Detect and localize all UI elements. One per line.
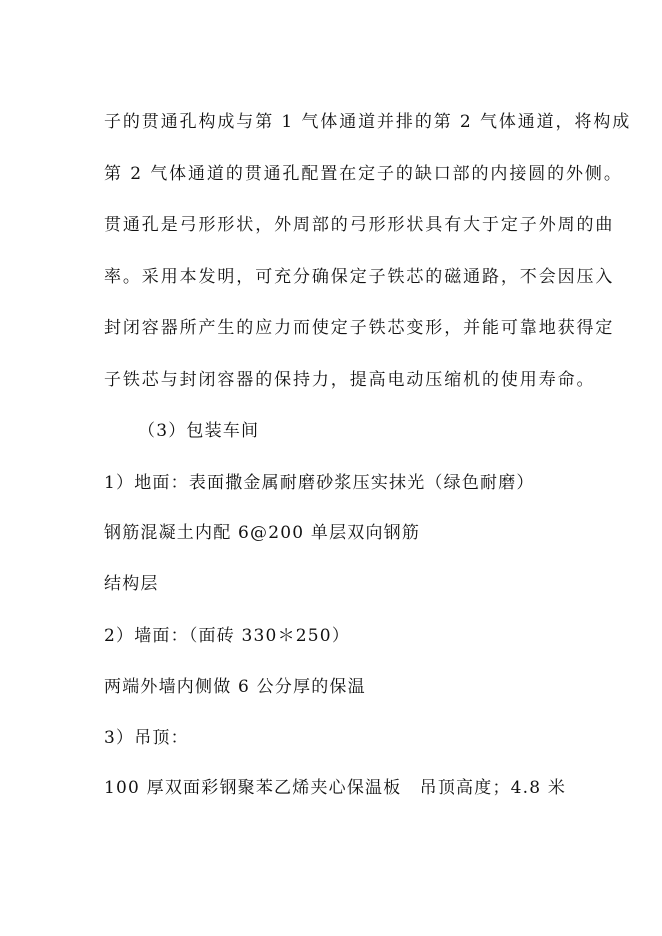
list-item: 100 厚双面彩钢聚苯乙烯夹心保温板 吊顶高度；4.8 米 — [104, 778, 567, 798]
list-item: 1）地面：表面撒金属耐磨砂浆压实抹光（绿色耐磨） — [104, 473, 535, 493]
list-item: 钢筋混凝土内配 6@200 单层双向钢筋 — [104, 523, 421, 543]
paragraph-line: 贯通孔是弓形形状，外周部的弓形形状具有大于定子外周的曲 — [104, 215, 615, 235]
list-item: 结构层 — [104, 574, 159, 594]
paragraph-line: 子铁芯与封闭容器的保持力，提高电动压缩机的使用寿命。 — [104, 370, 596, 390]
paragraph-line: 率。采用本发明，可充分确保定子铁芯的磁通路，不会因压入 — [104, 267, 615, 287]
list-item: 2）墙面：（面砖 330＊250） — [104, 626, 351, 646]
paragraph-line: 子的贯通孔构成与第 1 气体通道并排的第 2 气体通道，将构成 — [104, 112, 632, 132]
list-item: 两端外墙内侧做 6 公分厚的保温 — [104, 677, 366, 697]
paragraph-line: 封闭容器所产生的应力而使定子铁芯变形，并能可靠地获得定 — [104, 318, 615, 338]
list-item: 3）吊顶： — [104, 728, 189, 748]
paragraph-line: 第 2 气体通道的贯通孔配置在定子的缺口部的内接圆的外侧。 — [104, 164, 623, 184]
section-heading: （3）包装车间 — [138, 421, 260, 441]
